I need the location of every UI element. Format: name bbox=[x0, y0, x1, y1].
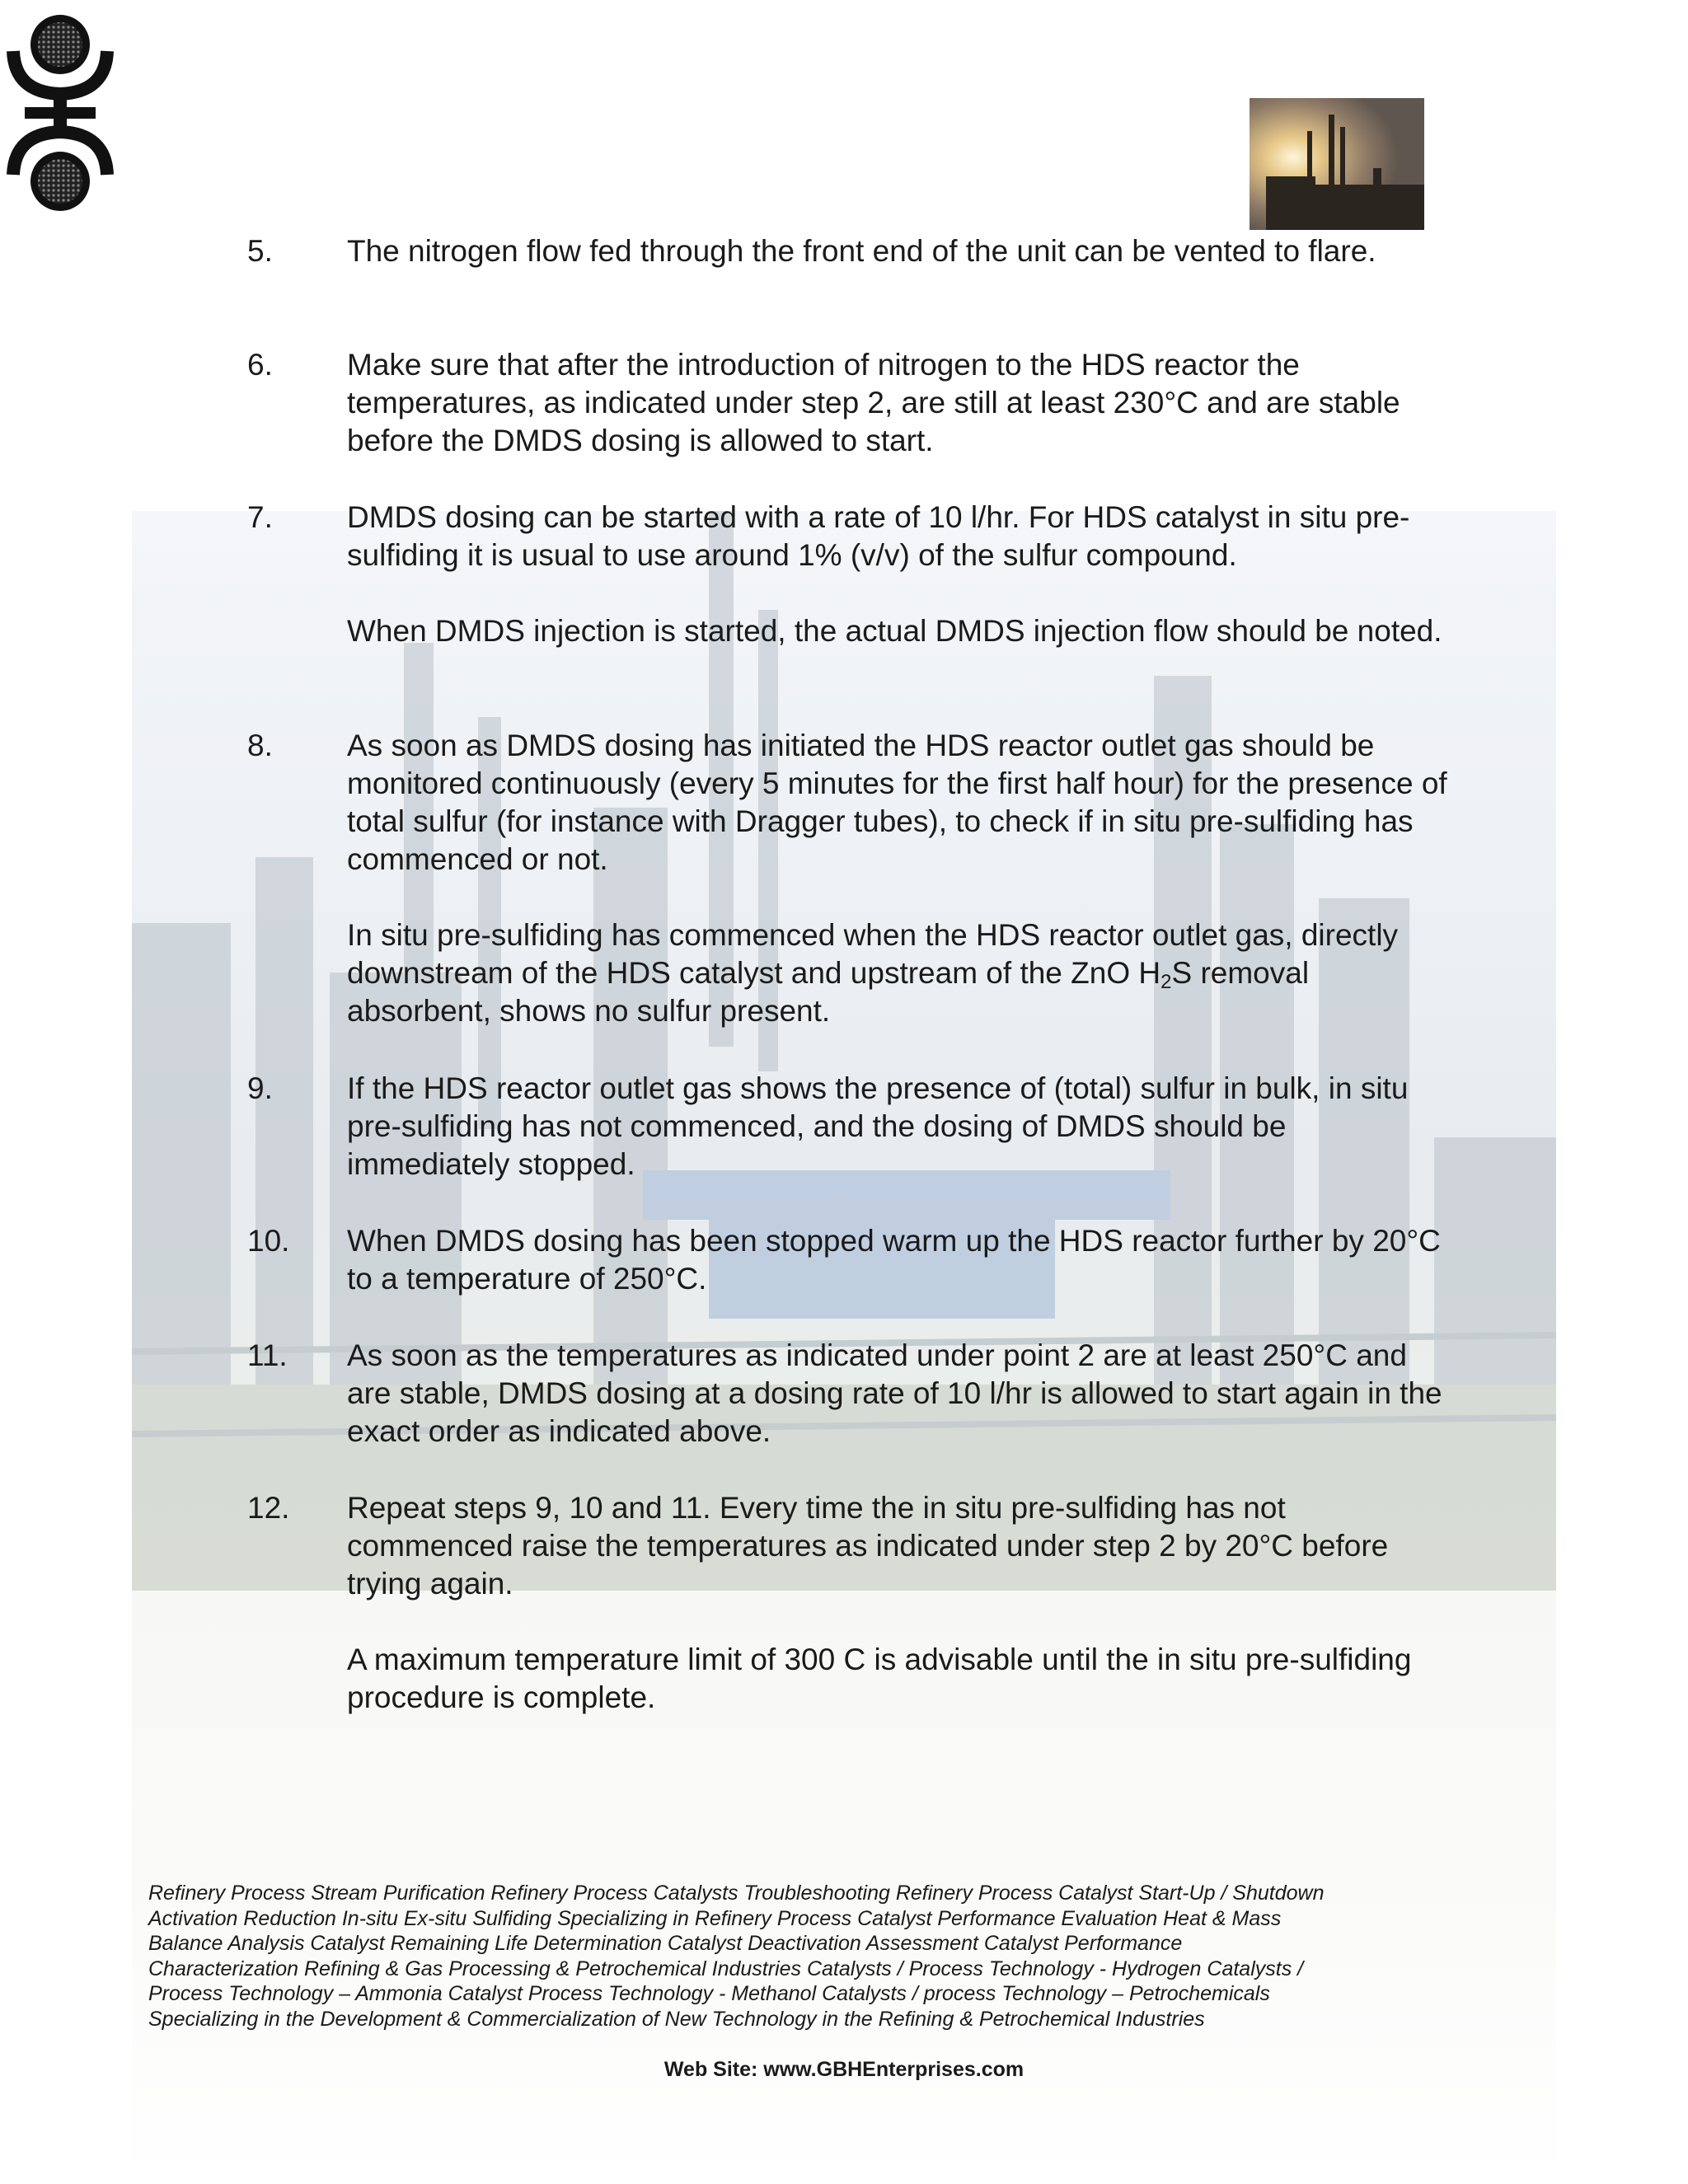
step-number: 8. bbox=[247, 729, 273, 762]
step-text: Make sure that after the introduction of nitrogen to the HDS reactor the temperatures, as indicated under step 2, are still at least 230°C and are stable before the DMDS dosing is allowed to start. bbox=[347, 348, 1400, 457]
step-number: 5. bbox=[247, 234, 273, 268]
subscript: 2 bbox=[1160, 971, 1172, 993]
step-text: DMDS dosing can be started with a rate of 10 l/hr. For HDS catalyst in situ pre-sulfiding it is usual to use around 1% (v/v) of the sulfur compound. bbox=[347, 500, 1410, 572]
step-text: When DMDS injection is started, the actual DMDS injection flow should be noted. bbox=[347, 614, 1442, 648]
step-10 bbox=[247, 1222, 1451, 1298]
step-text: Repeat steps 9, 10 and 11. Every time the in situ pre-sulfiding has not commenced raise the temperatures as indicated under step 2 by 20°C before trying again. bbox=[347, 1491, 1389, 1601]
step-7 bbox=[247, 499, 1451, 650]
footer-services-text: Refinery Process Stream Purification Refinery Process Catalysts Troubleshooting Refinery Process Catalyst Start-Up / Shutdown Activation Reduction In-situ Ex-situ Sulfiding Specializing in Refinery Process Catalyst Performance Evaluation Heat & Mass Balance Analysis Catalyst Remaining Life Determination Catalyst Deactivation Assessment Catalyst Performance Characterization Refining & Gas Processing & Petrochemical Industries Catalysts / Process Technology - Hydrogen Catalysts / Process Technology – Ammonia Catalyst Process Technology - Methanol Catalysts / process Technology – Petrochemicals Specializing in the Development & Commercialization of New Technology in the Refining & Petrochemical Industries bbox=[148, 1882, 1325, 2031]
step-11 bbox=[247, 1337, 1451, 1451]
header-refinery-photo bbox=[1250, 98, 1424, 230]
step-number: 6. bbox=[247, 348, 273, 382]
step-number: 10. bbox=[247, 1224, 290, 1258]
company-logo bbox=[7, 10, 114, 216]
step-5 bbox=[247, 232, 1451, 270]
step-text: If the HDS reactor outlet gas shows the presence of (total) sulfur in bulk, in situ pre-sulfiding has not commenced, and the dosing of DMDS should be immediately stopped. bbox=[347, 1071, 1409, 1181]
step-text-part: In situ pre-sulfiding has commenced when the HDS reactor outlet gas, directly downstream of the HDS catalyst and upstream of the ZnO H bbox=[347, 918, 1399, 990]
step-text: As soon as DMDS dosing has initiated the HDS reactor outlet gas should be monitored continuously (every 5 minutes for the first half hour) for the presence of total sulfur (for instance with Dragger tubes), to check if in situ pre-sulfiding has commenced or not. bbox=[347, 729, 1447, 876]
step-number: 12. bbox=[247, 1491, 290, 1525]
step-text-part: S removal absorbent, shows no sulfur present. bbox=[347, 956, 1310, 1028]
step-9 bbox=[247, 1070, 1451, 1183]
website-link[interactable]: Web Site: www.GBHEnterprises.com bbox=[663, 2058, 1025, 2081]
step-text: When DMDS dosing has been stopped warm up the HDS reactor further by 20°C to a temperature of 250°C. bbox=[347, 1224, 1441, 1296]
step-text: The nitrogen flow fed through the front end of the unit can be vented to flare. bbox=[347, 234, 1376, 268]
step-number: 11. bbox=[247, 1338, 288, 1372]
step-number: 7. bbox=[247, 500, 273, 534]
step-8 bbox=[247, 727, 1451, 1030]
step-number: 9. bbox=[247, 1071, 273, 1105]
step-6 bbox=[247, 346, 1451, 460]
step-text: As soon as the temperatures as indicated under point 2 are at least 250°C and are stable, DMDS dosing at a dosing rate of 10 l/hr is allowed to start again in the exact order as indicated above. bbox=[347, 1338, 1442, 1448]
step-text: A maximum temperature limit of 300 C is advisable until the in situ pre-sulfiding procedure is complete. bbox=[347, 1643, 1412, 1714]
step-text-h2s bbox=[347, 916, 1451, 1030]
step-12 bbox=[247, 1489, 1451, 1717]
